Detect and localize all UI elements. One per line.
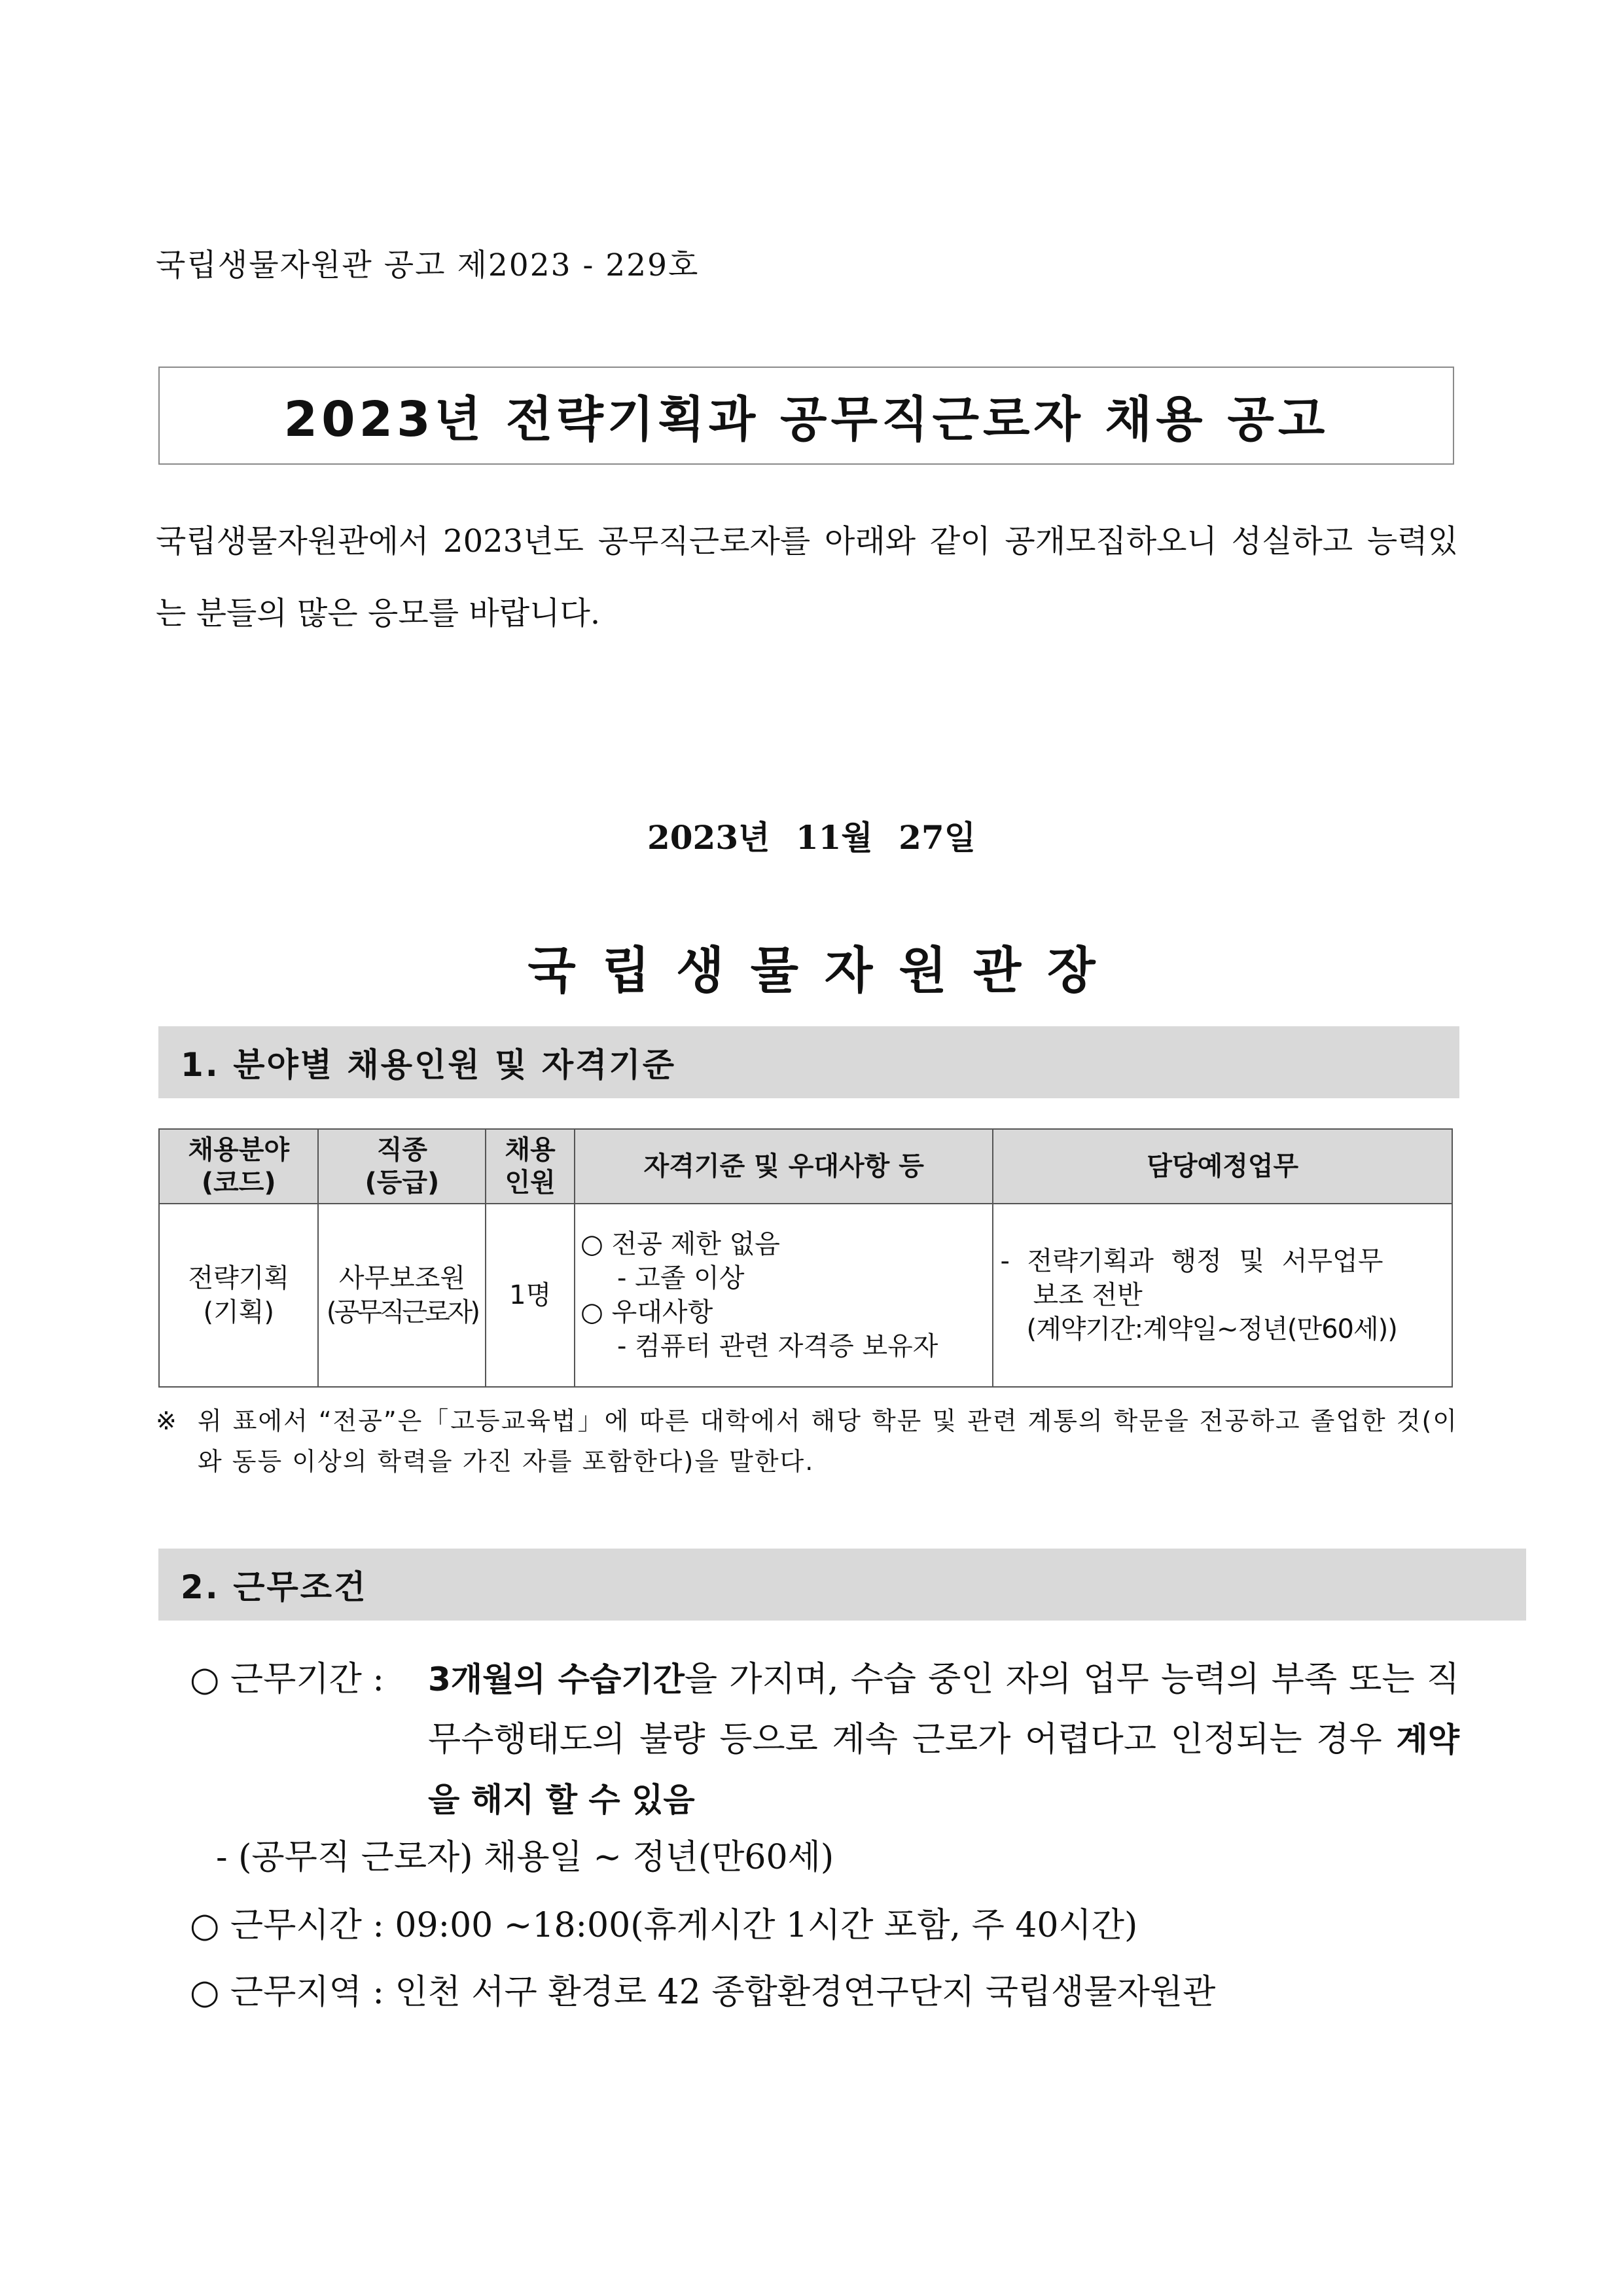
page-title: 2023년 전략기획과 공무직근로자 채용 공고: [283, 391, 1329, 448]
cell-type: [318, 1204, 486, 1387]
footnote-text: 위 표에서 “전공”은「고등교육법」에 따른 대학에서 해당 학문 및 관련 계통의 학문을 전공하고 졸업한 것(이와 동등 이상의 학력을 가진 자를 포함한다)을 말한다.: [198, 1407, 1458, 1476]
qual-line: - 컴퓨터 관련 자격증 보유자: [617, 1331, 938, 1361]
notice-number: 국립생물자원관 공고 제2023 - 229호: [156, 247, 700, 283]
section-2-heading: 2. 근무조건: [158, 1549, 1526, 1621]
header-count-line1: 채용: [505, 1135, 556, 1165]
header-field: [159, 1129, 318, 1204]
header-duty: 담당예정업무: [993, 1129, 1452, 1204]
header-qualification: 자격기준 및 우대사항 등: [575, 1129, 993, 1204]
intro-paragraph: 국립생물자원관에서 2023년도 공무직근로자를 아래와 같이 공개모집하오니 성실하고 능력있는 분들의 많은 응모를 바랍니다.: [156, 523, 1458, 632]
contract-term: - (공무직 근로자) 채용일 ~ 정년(만60세): [216, 1838, 834, 1877]
work-period-body: 을 가지며, 수습 중인 자의 업무 능력의 부족 또는 직무수행태도의 불량 등으로 계속 근로가 어렵다고 인정되는 경우: [428, 1660, 1459, 1759]
qual-line: - 고졸 이상: [617, 1263, 745, 1293]
cell-type-line2: (공무직근로자): [326, 1297, 478, 1327]
footnote-mark: ※: [156, 1407, 178, 1435]
table-header-row: [159, 1129, 1452, 1204]
termination-bold: 계약을 해지 할 수 있음: [428, 1721, 1459, 1819]
header-field-line1: 채용분야: [188, 1135, 290, 1165]
work-period-label: ○ 근무기간 :: [190, 1660, 384, 1699]
header-type-line1: 직종: [376, 1135, 428, 1165]
work-period: [190, 1649, 1459, 1830]
table-footnote: [156, 1401, 1458, 1482]
duty-line: - 전략기획과 행정 및 서무업무: [1000, 1246, 1383, 1276]
header-type-line2: (등급): [365, 1168, 440, 1198]
cell-field-line2: (기획): [203, 1297, 274, 1327]
work-hours: ○ 근무시간 : 09:00 ~18:00(휴게시간 1시간 포함, 주 40시간): [190, 1906, 1138, 1945]
qual-line: ○ 우대사항: [580, 1297, 713, 1327]
probation-bold: 3개월의 수습기간: [428, 1660, 685, 1698]
cell-type-line1: 사무보조원: [338, 1263, 466, 1293]
header-count: [486, 1129, 575, 1204]
table-row: [159, 1204, 1452, 1387]
duty-line: 보조 전반: [1033, 1280, 1143, 1310]
work-period-text: [428, 1649, 1459, 1830]
title-box: [158, 367, 1454, 465]
issuer-name: 국립생물자원관장: [527, 941, 1122, 999]
cell-field: [159, 1204, 318, 1387]
work-location: ○ 근무지역 : 인천 서구 환경로 42 종합환경연구단지 국립생물자원관: [190, 1973, 1216, 2012]
cell-qualification: [575, 1204, 993, 1387]
recruitment-table: [158, 1128, 1453, 1388]
header-field-line2: (코드): [201, 1168, 276, 1198]
duty-line: (계약기간:계약일~정년(만60세)): [1026, 1314, 1397, 1344]
cell-duty: [993, 1204, 1452, 1387]
header-count-line2: 인원: [505, 1168, 556, 1198]
section-1-heading: 1. 분야별 채용인원 및 자격기준: [158, 1026, 1459, 1098]
header-type: [318, 1129, 486, 1204]
cell-count: 1명: [486, 1204, 575, 1387]
qual-line: ○ 전공 제한 없음: [580, 1229, 780, 1259]
cell-field-line1: 전략기획: [188, 1263, 290, 1293]
notice-date: 2023년 11월 27일: [647, 818, 976, 857]
